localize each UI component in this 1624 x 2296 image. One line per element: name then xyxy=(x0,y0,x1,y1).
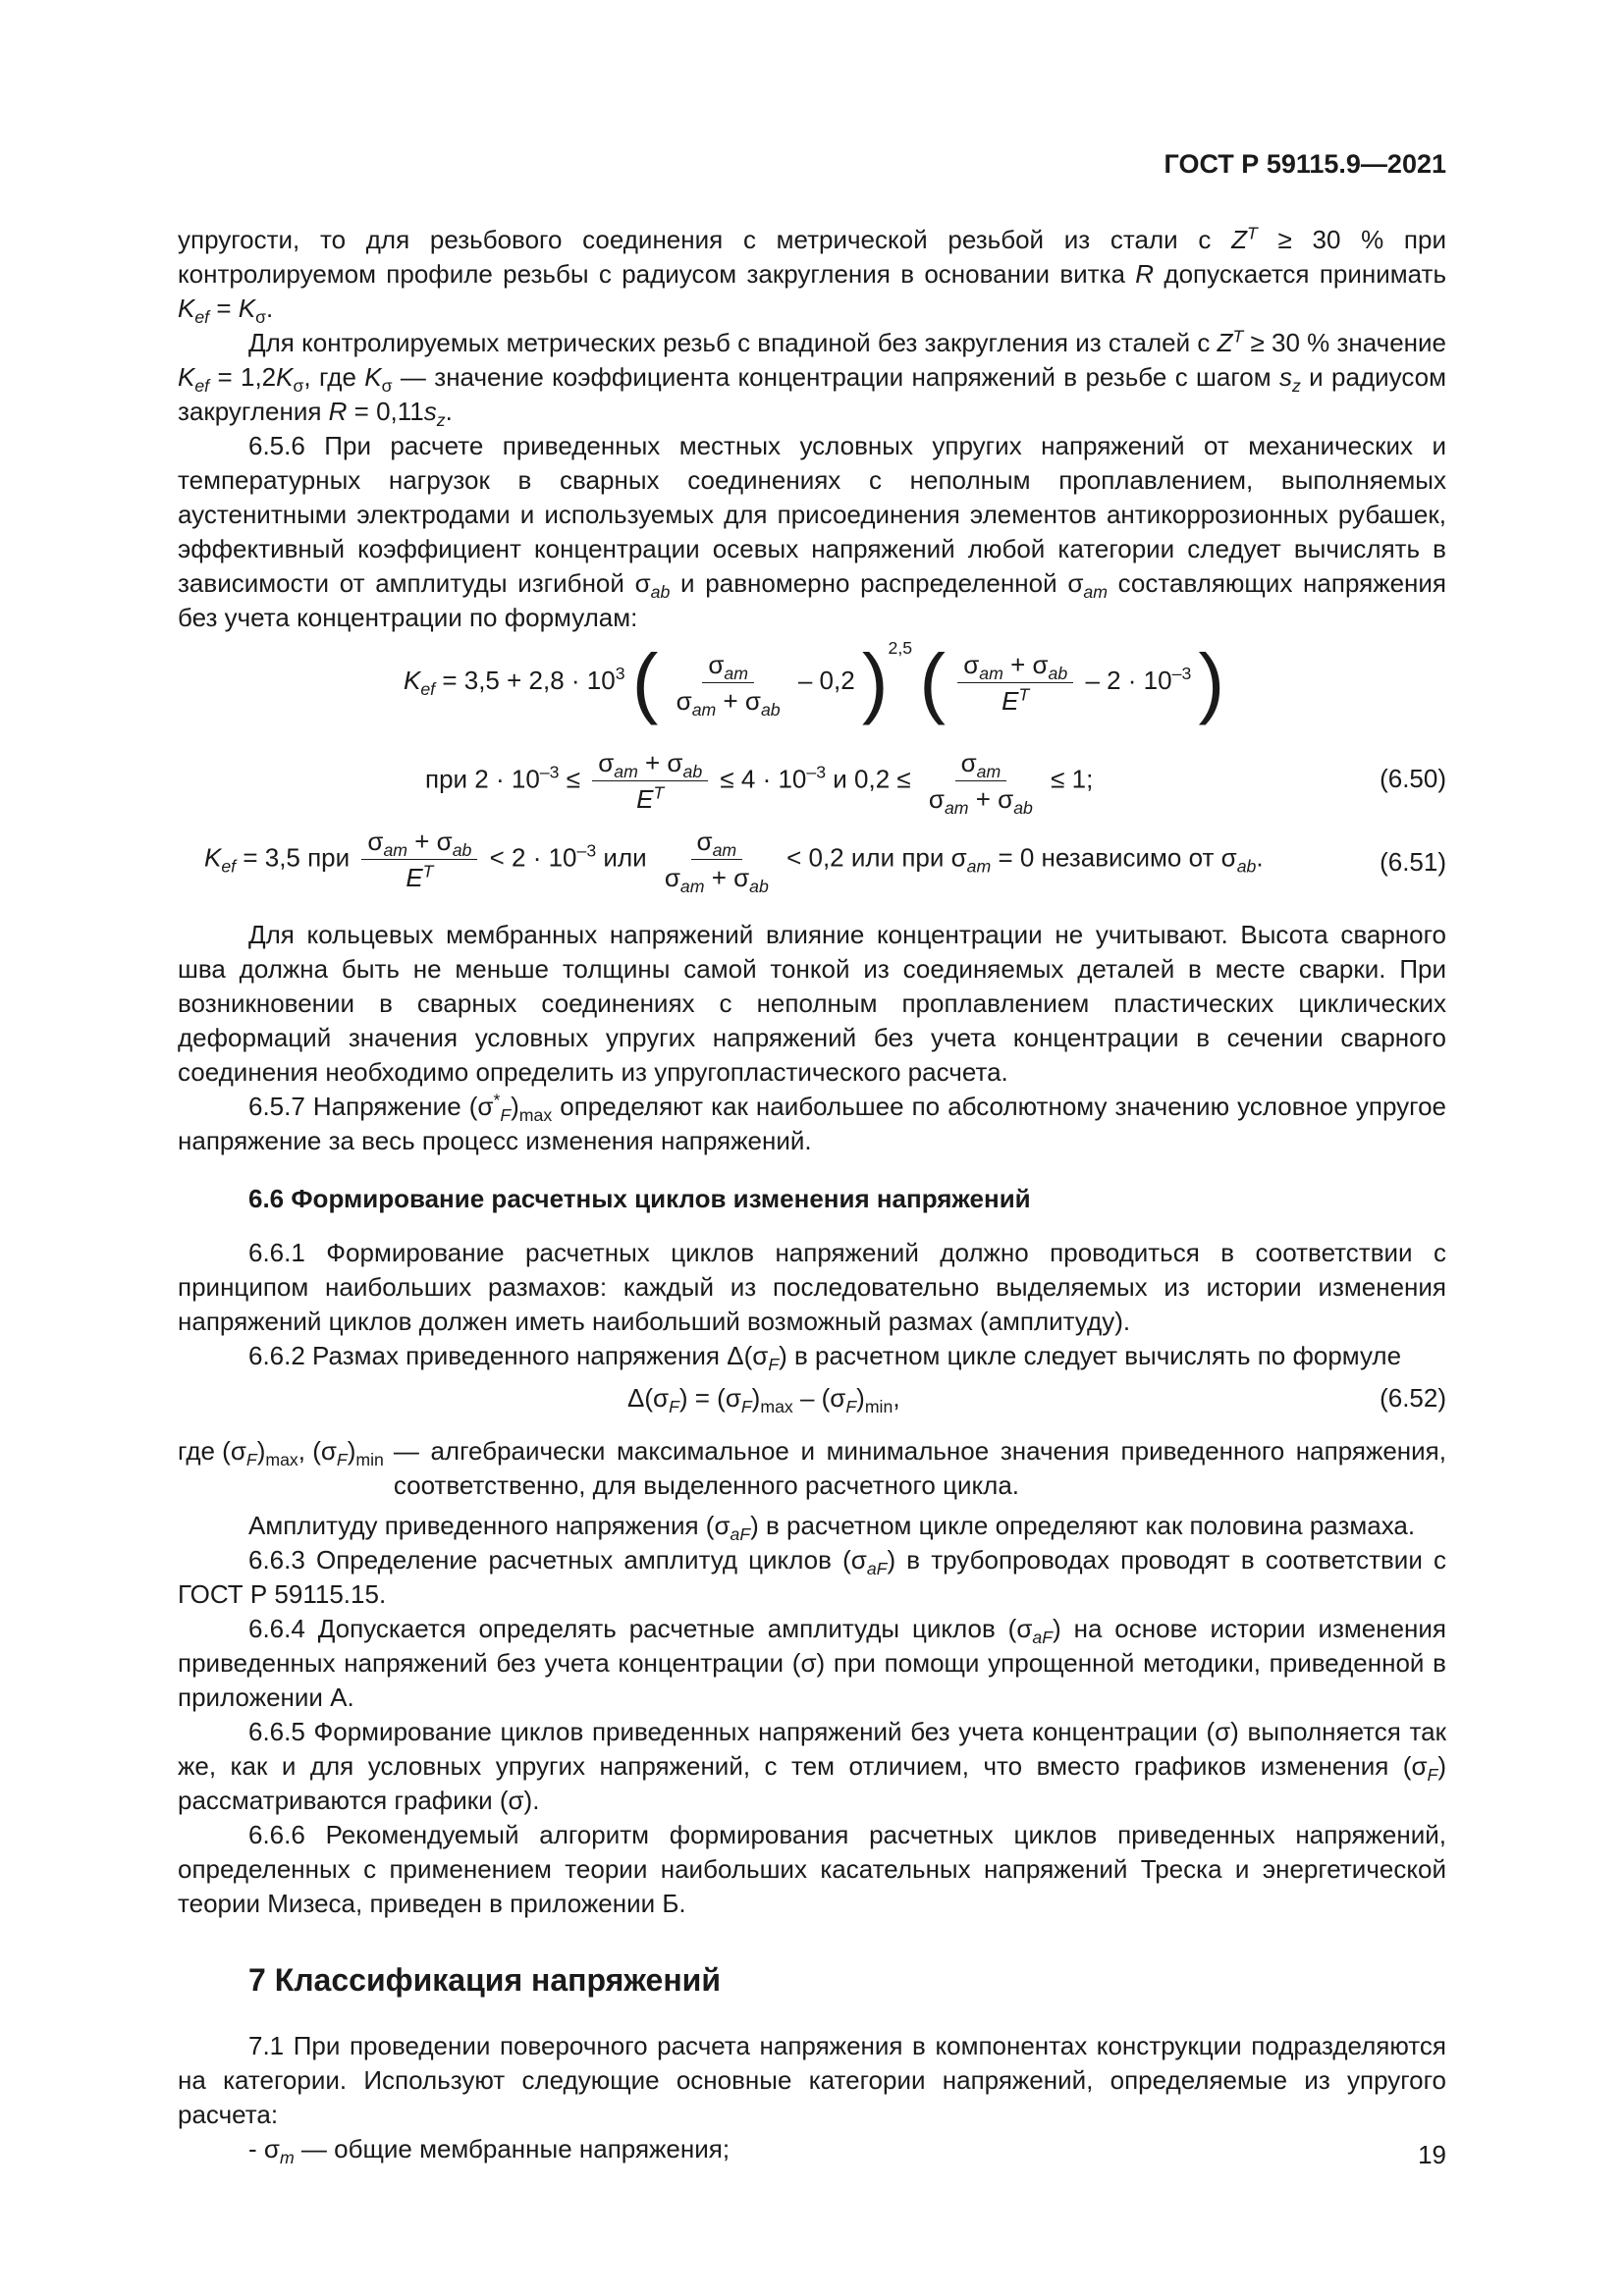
paragraph-6-6-3: 6.6.3 Определение расчетных амплитуд циклов $(\sigma_{aF})$ в трубопроводах проводят в соответствии с ГОСТ Р 59115.15. xyxy=(178,1545,1446,1609)
equation-6-51: $K_{ef} = 3,5$ при $\frac{\sigma_{am} + \sigma_{ab}}{E^T}$ < $2 \cdot 10^{-3}$ или $\frac{\sigma_{am}}{\sigma_{am} + \sigma_{ab}}$ < 0,2 или при $\sigma_{am} = 0$ независимо от $\sigma_{ab}$. (6.51) xyxy=(204,827,1446,897)
equation-6-50-main: $K_{ef} = 3,5 + 2,8 \cdot 10^3$ ( $\frac{\sigma_{am}}{\sigma_{am} + \sigma_{ab}}$ – 0,2 )$^{2,5}$ ( $\frac{\sigma_{am} + \sigma_{ab}}{E^T}$ – $2 \cdot 10^{-3}$ ) xyxy=(404,638,1225,725)
list-item-membrane: - $\sigma_m$ — общие мембранные напряжения; xyxy=(248,2134,731,2168)
paragraph-7-1: 7.1 При проведении поверочного расчета напряжения в компонентах конструкции подразделяются на категории. Используют следующие основные категории напряжений, определяемые из упругого расчета: xyxy=(178,2031,1446,2129)
paragraph-6-6-4: 6.6.4 Допускается определять расчетные амплитуды циклов $(\sigma_{aF})$ на основе истории изменения приведенных напряжений без учета концентрации (σ) при помощи упрощенной методики, приведенной в приложении А. xyxy=(178,1614,1447,1712)
equation-number-6-50: (6.50) xyxy=(1380,764,1446,793)
equation-number-6-51: (6.51) xyxy=(1380,847,1446,877)
paragraph-6-5-6: 6.5.6 При расчете приведенных местных условных упругих напряжений от механических и температурных нагрузок в сварных соединениях с неполным проплавлением, выполняемых аустенитными электродами и используемых для присоединения элементов антикоррозионных рубашек, эффективный коэффициент концентрации осевых напряжений любой категории следует вычислять в зависимости от амплитуды изгибной $\sigma_{ab}$ и равномерно распределенной $\sigma_{am}$ составляющих напряжения без учета концентрации по формулам: xyxy=(178,431,1447,632)
doc-header-id: ГОСТ Р 59115.9—2021 xyxy=(1164,149,1446,179)
paragraph-6-6-2: 6.6.2 Размах приведенного напряжения $\Delta(\sigma_F)$ в расчетном цикле следует вычислять по формуле xyxy=(248,1341,1402,1375)
section-heading-7: 7 Классификация напряжений xyxy=(248,1962,721,1998)
page-content xyxy=(178,223,1446,2166)
paragraph-6-5-7: 6.5.7 Напряжение $(\sigma^*_F)_{max}$ определяют как наибольшее по абсолютному значению условное упругое напряжение за весь процесс изменения напряжений. xyxy=(178,1090,1446,1155)
paragraph-thread-no-radius: Для контролируемых метрических резьб с впадиной без закругления из сталей с $Z^T \ge 30$ % значение $K_{ef} = 1,2K_\sigma$, где $K_\sigma$ — значение коэффициента концентрации напряжений в резьбе с шагом $s_z$ и радиусом закругления $R = 0,11s_z$. xyxy=(178,326,1447,431)
equation-6-52: $\Delta(\sigma_F) = (\sigma_F)_{max} - (\sigma_F)_{min}$, (6.52) xyxy=(627,1383,1446,1417)
equation-6-50-condition: при $2 \cdot 10^{-3}$ ≤ $\frac{\sigma_{am} + \sigma_{ab}}{E^T}$ ≤ $4 \cdot 10^{-3}$ и 0,2 ≤ $\frac{\sigma_{am}}{\sigma_{am} + \sigma_{ab}}$ ≤ 1; xyxy=(425,748,1094,819)
paragraph-amplitude: Амплитуду приведенного напряжения $(\sigma_{aF})$ в расчетном цикле определяют как половина размаха. xyxy=(248,1511,1416,1545)
page-number: 19 xyxy=(1418,2140,1446,2169)
where-clause: где $(\sigma_F)_{max}$, $(\sigma_F)_{min}$ — алгебраически максимальное и минимальное значения приведенного напряжения, соответственно, для выделенного расчетного цикла. xyxy=(178,1436,1446,1500)
paragraph-ring-membrane: Для кольцевых мембранных напряжений влияние концентрации не учитывают. Высота сварного шва должна быть не меньше толщины самой тонкой из соединяемых деталей в месте сварки. При возникновении в сварных соединениях с неполным проплавлением пластических циклических деформаций значения условных упругих напряжений без учета концентрации в сечении сварного соединения необходимо определить из упругопластического расчета. xyxy=(178,920,1446,1087)
paragraph-6-6-6: 6.6.6 Рекомендуемый алгоритм формирования расчетных циклов приведенных напряжений, определенных с применением теории наибольших касательных напряжений Треска и энергетической теории Мизеса, приведен в приложении Б. xyxy=(178,1820,1446,1918)
paragraph-6-6-1: 6.6.1 Формирование расчетных циклов напряжений должно проводиться в соответствии с принципом наибольших размахов: каждый из последовательно выделяемых из истории изменения напряжений циклов должен иметь наибольший возможный размах (амплитуду). xyxy=(178,1238,1446,1336)
section-heading-6-6: 6.6 Формирование расчетных циклов изменения напряжений xyxy=(248,1184,1031,1213)
equation-6-50 xyxy=(178,639,1446,826)
paragraph-thread-continuation: упругости, то для резьбового соединения с метрической резьбой из стали с $Z^T \ge 30$ % при контролируемом профиле резьбы с радиусом закругления в основании витка R допускается принимать $K_{ef} = K_\sigma$. xyxy=(178,223,1446,328)
equation-number-6-52: (6.52) xyxy=(1380,1383,1446,1413)
paragraph-6-6-5: 6.6.5 Формирование циклов приведенных напряжений без учета концентрации (σ) выполняется так же, как и для условных упругих напряжений, с тем отличием, что вместо графиков изменения $(\sigma_F)$ рассматриваются графики (σ). xyxy=(178,1717,1446,1815)
